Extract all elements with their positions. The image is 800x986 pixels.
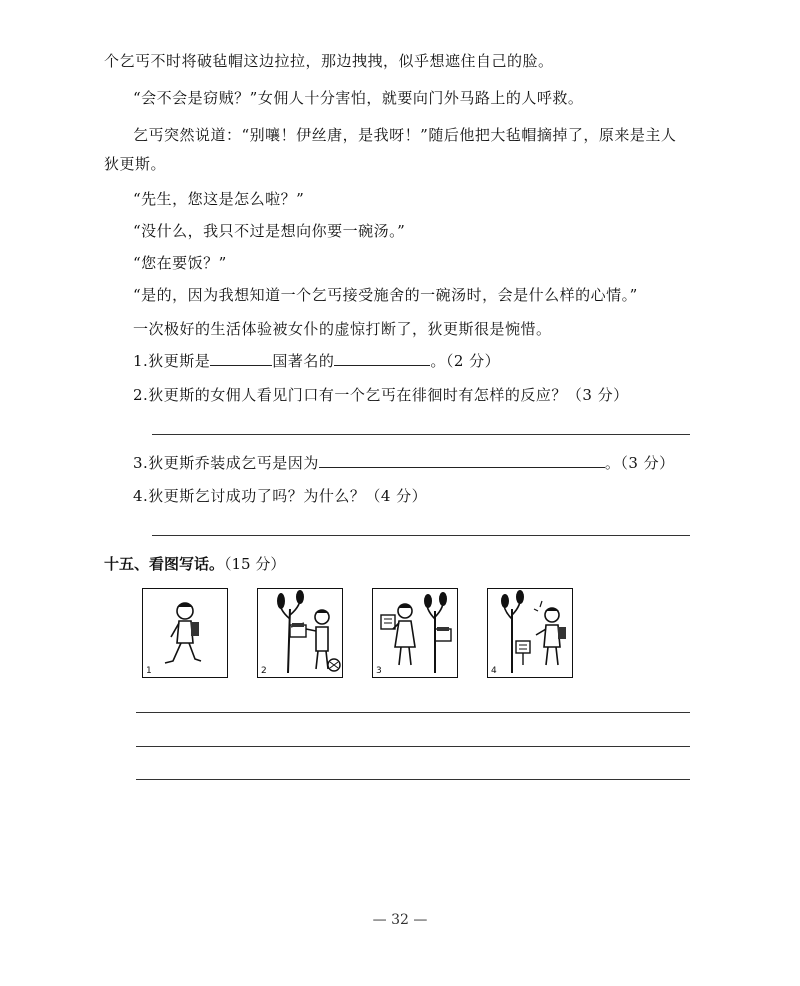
- story-line-7: “是的，因为我想知道一个乞丐接受施舍的一碗汤时，会是什么样的心情。”: [133, 286, 638, 304]
- picture-panel-1: [142, 588, 228, 678]
- question-3: [133, 452, 675, 473]
- story-line-5: “没什么，我只不过是想向你要一碗汤。”: [133, 222, 406, 240]
- section-15-title: 十五、看图写话。: [104, 555, 225, 573]
- answer-blank-occupation[interactable]: [334, 351, 430, 366]
- question-3-text-a: 3.狄更斯乔装成乞丐是因为: [133, 454, 319, 472]
- panel-number-2: 2: [261, 666, 267, 676]
- answer-line-q4[interactable]: [152, 535, 690, 536]
- story-line-2: “会不会是窃贼？”女佣人十分害怕，就要向门外马路上的人呼救。: [133, 89, 584, 107]
- question-1-text-c: 。（2 分）: [430, 352, 501, 370]
- question-4: 4.狄更斯乞讨成功了吗？为什么？（4 分）: [133, 487, 428, 505]
- story-line-4: “先生，您这是怎么啦？”: [133, 190, 305, 208]
- boy-hanging-bag-illustration: [258, 589, 342, 677]
- question-3-text-b: 。（3 分）: [604, 454, 675, 472]
- boy-walking-illustration: [143, 589, 227, 677]
- story-line-1: 个乞丐不时将破毡帽这边拉拉，那边拽拽，似乎想遮住自己的脸。: [104, 52, 554, 70]
- section-15-points: （15 分）: [224, 555, 286, 573]
- panel-number-1: 1: [146, 666, 152, 676]
- story-line-8: 一次极好的生活体验被女仆的虚惊打断了，狄更斯很是惋惜。: [133, 320, 552, 338]
- page-number: — 32 —: [372, 912, 428, 928]
- panel-number-4: 4: [491, 666, 497, 676]
- answer-blank-country[interactable]: [210, 351, 272, 366]
- answer-line-q2[interactable]: [152, 434, 690, 435]
- question-2: 2.狄更斯的女佣人看见门口有一个乞丐在徘徊时有怎样的反应？（3 分）: [133, 386, 629, 404]
- picture-panel-4: [487, 588, 573, 678]
- story-line-3: 乞丐突然说道：“别嚷！伊丝唐，是我呀！”随后他把大毡帽摘掉了，原来是主人: [133, 126, 677, 144]
- writing-line-1[interactable]: [136, 712, 690, 713]
- picture-panel-2: [257, 588, 343, 678]
- story-line-6: “您在要饭？”: [133, 254, 227, 272]
- picture-panel-3: [372, 588, 458, 678]
- section-15-heading: [104, 553, 285, 574]
- writing-line-3[interactable]: [136, 779, 690, 780]
- writing-line-2[interactable]: [136, 746, 690, 747]
- panel-number-3: 3: [376, 666, 382, 676]
- boy-finding-sign-illustration: [488, 589, 572, 677]
- question-1: [133, 350, 500, 371]
- girl-with-sign-illustration: [373, 589, 457, 677]
- answer-blank-reason[interactable]: [319, 453, 605, 468]
- question-1-text-b: 国著名的: [272, 352, 335, 370]
- story-line-3b: 狄更斯。: [104, 155, 167, 173]
- question-1-text-a: 1.狄更斯是: [133, 352, 211, 370]
